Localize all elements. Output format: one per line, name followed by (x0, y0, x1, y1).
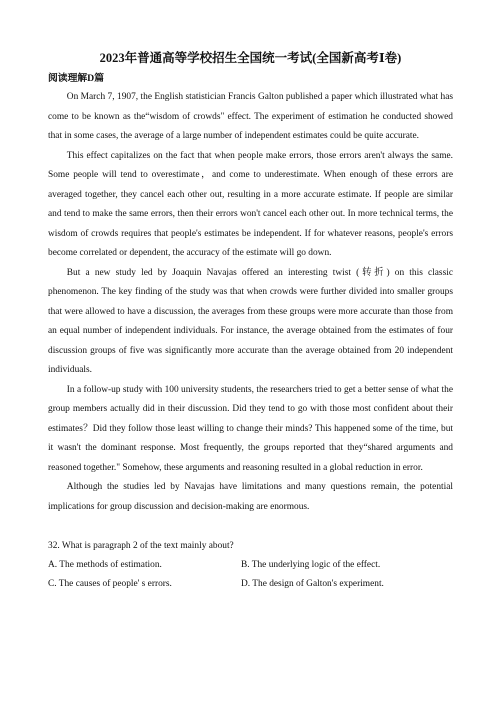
paragraph-3: But a new study led by Joaquin Navajas offered an interesting twist (转折) on this classic phenomenon. The key finding of the study was that when crowds were further divided into smaller groups that were allowed to have a discussion, the averages from these groups were more accurate than those from an equal number of independent individuals. For instance, the average obtained from the estimates of four discussion groups of five was significantly more accurate than the average obtained from 20 independent individuals. (48, 267, 453, 375)
spacer (48, 517, 453, 537)
section-label: 阅读理解D篇 (48, 73, 105, 84)
answer-options (48, 556, 453, 594)
option-c: C. The causes of people' s errors. (48, 579, 172, 589)
paragraph-1: On March 7, 1907, the English statistician Francis Galton published a paper which illustrated what has come to be known as the“wisdom of crowds" effect. The experiment of estimation he conducted showed that in some cases, the average of a large number of independent estimates could be quite accurate. (48, 92, 453, 141)
paragraph-4: In a follow-up study with 100 university students, the researchers tried to get a better sense of what the group members actually did in their discussion. Did they tend to go with those most confident about their estimates？Did they follow those least willing to change their minds? This happened some of the time, but it wasn't the dominant response. Most frequently, the groups reported that they“shared arguments and reasoned together." Somehow, these arguments and reasoning resulted in a global reduction in error. (48, 384, 453, 473)
option-d: D. The design of Galton's experiment. (241, 579, 384, 589)
question-32 (48, 537, 453, 594)
question-stem: 32. What is paragraph 2 of the text mainly about? (48, 541, 234, 551)
paragraph-2: This effect capitalizes on the fact that when people make errors, those errors aren't always the same. Some people will tend to overestimate，and come to underestimate. When enough of these errors are averaged together, they cancel each other out, resulting in a more accurate estimate. If people are similar and tend to make the same errors, then their errors won't cancel each other out. In more technical terms, the wisdom of crowds requires that people's estimates be independent. If for whatever reasons, people's errors become correlated or dependent, the accuracy of the estimate will go down. (48, 150, 453, 258)
paragraph-5: Although the studies led by Navajas have limitations and many questions remain, the potential implications for group discussion and decision-making are enormous. (48, 482, 453, 512)
option-b: B. The underlying logic of the effect. (241, 560, 381, 570)
exam-title: 2023年普通高等学校招生全国统一考试(全国新高考Ⅰ卷) (99, 51, 402, 65)
option-a: A. The methods of estimation. (48, 560, 162, 570)
